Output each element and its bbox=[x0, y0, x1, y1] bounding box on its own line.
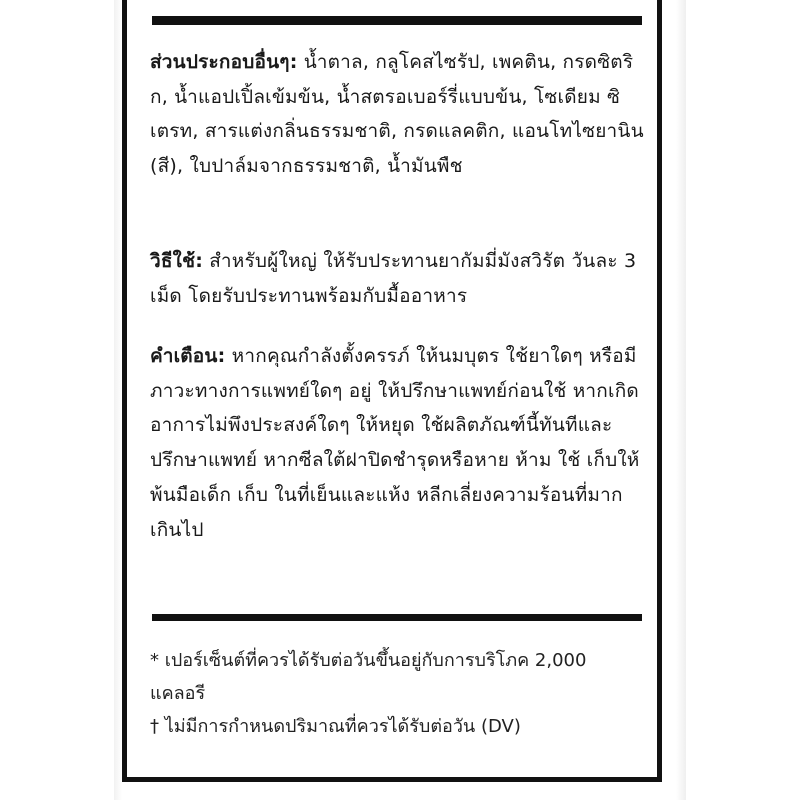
usage-text: สำหรับผู้ใหญ่ ให้รับประทานยากัมมี่มังสวิรัต วันละ 3 เม็ด โดยรับประทานพร้อมกับมื้ออาหาร bbox=[150, 250, 637, 307]
supplement-label-panel bbox=[122, 0, 662, 782]
warning-section bbox=[150, 339, 645, 547]
ingredients-section bbox=[150, 45, 645, 184]
page-edge-shadow-left bbox=[114, 0, 122, 800]
footnotes-section bbox=[150, 644, 645, 743]
footnote-no-daily-value: † ไม่มีการกำหนดปริมาณที่ควรได้รับต่อวัน (DV) bbox=[150, 716, 521, 737]
usage-heading: วิธีใช้: bbox=[150, 250, 204, 272]
ingredients-text: น้ำตาล, กลูโคสไซรัป, เพคติน, กรดซิตริก, น้ำแอปเปิ้ลเข้มข้น, น้ำสตรอเบอร์รี่แบบข้น, โซเดียม ซิเตรท, สารแต่งกลิ่นธรรมชาติ, กรดแลคติก, แอนโทไซยานิน (สี), ใบปาล์มจากธรรมชาติ, น้ำมันพืช bbox=[150, 51, 644, 178]
warning-heading: คำเตือน: bbox=[150, 345, 226, 367]
usage-section bbox=[150, 244, 645, 313]
top-divider-rule bbox=[152, 16, 642, 25]
warning-text: หากคุณกำลังตั้งครรภ์ ให้นมบุตร ใช้ยาใดๆ หรือมีภาวะทางการแพทย์ใดๆ อยู่ ให้ปรึกษาแพทย์ก่อนใช้ หากเกิดอาการไม่พึงประสงค์ใดๆ ให้หยุด ใช้ผลิตภัณฑ์นี้ทันทีและปรึกษาแพทย์ หากซีลใต้ฝาปิดชำรุดหรือหาย ห้าม ใช้ เก็บให้พ้นมือเด็ก เก็บ ในที่เย็นและแห้ง หลีกเลี่ยงความร้อนที่มากเกินไป bbox=[150, 345, 640, 541]
ingredients-heading: ส่วนประกอบอื่นๆ: bbox=[150, 51, 298, 73]
page-edge-shadow-right bbox=[676, 0, 686, 800]
footnote-divider-rule bbox=[152, 614, 642, 621]
footnote-percent-daily-value: * เปอร์เซ็นต์ที่ควรได้รับต่อวันขึ้นอยู่กับการบริโภค 2,000 แคลอรี bbox=[150, 650, 587, 704]
